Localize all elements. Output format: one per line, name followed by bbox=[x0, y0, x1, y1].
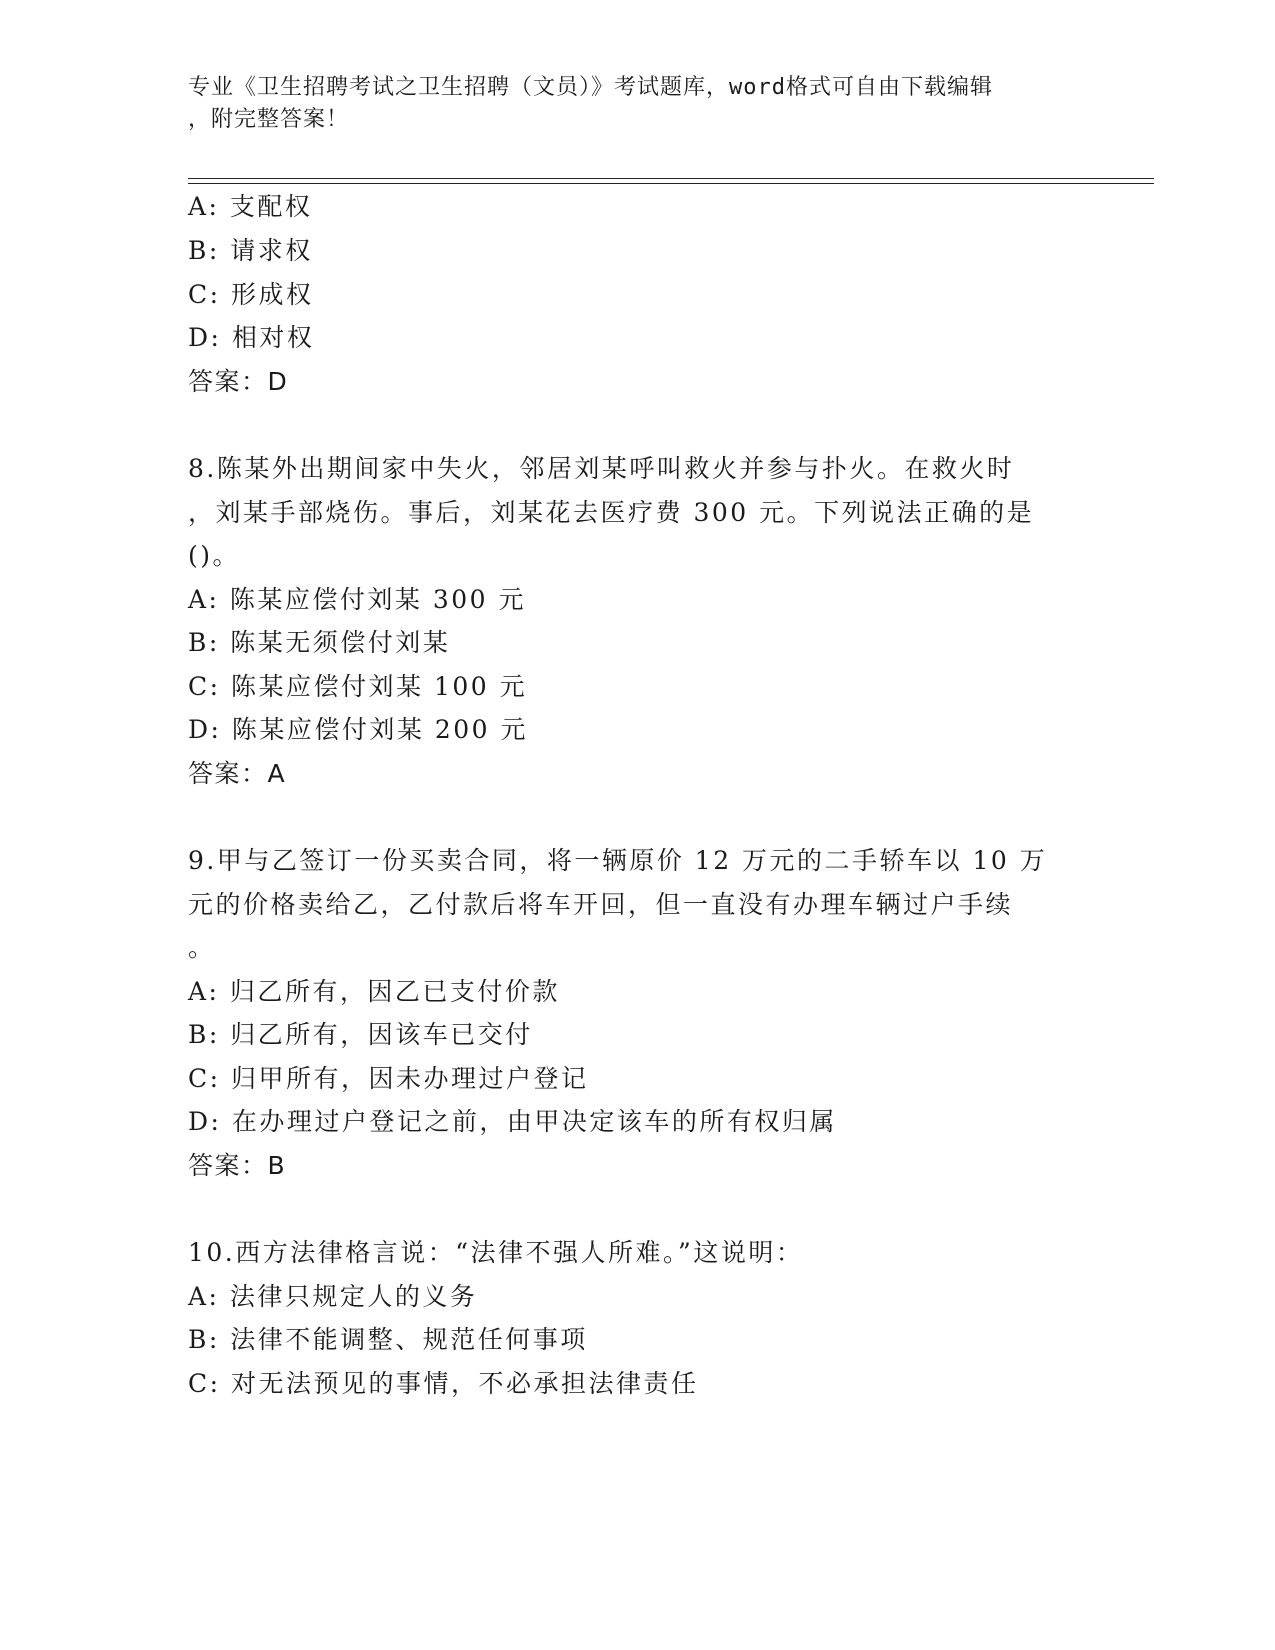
q7-option-b: B: 请求权 bbox=[188, 236, 313, 265]
q7-option-a: A: 支配权 bbox=[188, 192, 313, 221]
document-header bbox=[188, 72, 1068, 136]
q9-stem-line-1: 9.甲与乙签订一份买卖合同，将一辆原价 12 万元的二手轿车以 10 万 bbox=[188, 846, 1048, 875]
q10-option-c: C: 对无法预见的事情，不必承担法律责任 bbox=[188, 1369, 699, 1398]
q9-stem-line-3: 。 bbox=[188, 933, 216, 962]
q9-stem-line-2: 元的价格卖给乙，乙付款后将车开回，但一直没有办理车辆过户手续 bbox=[188, 890, 1014, 919]
q10-stem-line-1: 10.西方法律格言说：“法律不强人所难。”这说明： bbox=[188, 1238, 804, 1267]
q8-stem-line-3: ()。 bbox=[188, 541, 241, 570]
q8-option-d: D: 陈某应偿付刘某 200 元 bbox=[188, 715, 529, 744]
q9-option-d: D: 在办理过户登记之前，由甲决定该车的所有权归属 bbox=[188, 1107, 837, 1136]
q9-option-c: C: 归甲所有，因未办理过户登记 bbox=[188, 1064, 589, 1093]
header-divider-bottom bbox=[188, 183, 1154, 184]
q8-stem-line-1: 8.陈某外出期间家中失火，邻居刘某呼叫救火并参与扑火。在救火时 bbox=[188, 454, 1015, 483]
q7-answer: 答案：D bbox=[188, 367, 289, 396]
header-line-2: ，附完整答案！ bbox=[188, 107, 350, 132]
q8-answer: 答案：A bbox=[188, 759, 287, 788]
q10-option-a: A: 法律只规定人的义务 bbox=[188, 1282, 478, 1311]
q7-option-c: C: 形成权 bbox=[188, 280, 314, 309]
q9-answer: 答案：B bbox=[188, 1151, 287, 1180]
q7-option-d: D: 相对权 bbox=[188, 323, 315, 352]
q8-option-c: C: 陈某应偿付刘某 100 元 bbox=[188, 672, 528, 701]
q8-option-b: B: 陈某无须偿付刘某 bbox=[188, 628, 451, 657]
header-divider-top bbox=[188, 178, 1154, 179]
q8-stem-line-2: ，刘某手部烧伤。事后，刘某花去医疗费 300 元。下列说法正确的是 bbox=[188, 498, 1035, 527]
q8-option-a: A: 陈某应偿付刘某 300 元 bbox=[188, 585, 527, 614]
q9-option-b: B: 归乙所有，因该车已交付 bbox=[188, 1020, 533, 1049]
q9-option-a: A: 归乙所有，因乙已支付价款 bbox=[188, 977, 560, 1006]
header-line-1: 专业《卫生招聘考试之卫生招聘（文员）》考试题库，word格式可自由下载编辑 bbox=[188, 75, 993, 100]
q10-option-b: B: 法律不能调整、规范任何事项 bbox=[188, 1325, 588, 1354]
